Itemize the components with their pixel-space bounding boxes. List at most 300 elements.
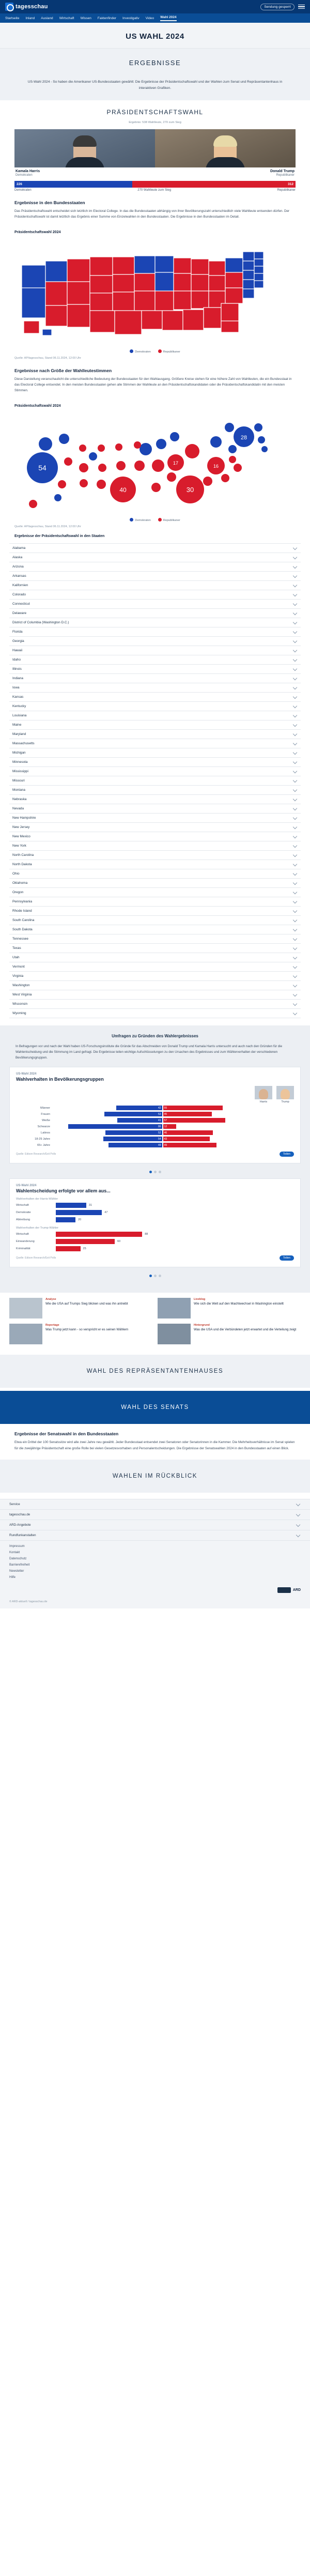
- head-trump-label: Trump: [281, 1100, 289, 1104]
- senate-band-title: WAHL DES SENATS: [121, 1404, 189, 1411]
- group-result-row: [16, 1143, 294, 1147]
- state-name: Delaware: [12, 611, 26, 615]
- chevron-down-icon: [293, 955, 297, 959]
- state-accordion-item[interactable]: [9, 925, 301, 934]
- chevron-down-icon: [296, 1502, 300, 1506]
- teaser-item[interactable]: [158, 1298, 301, 1318]
- footer-section-row[interactable]: [0, 1530, 310, 1541]
- candidate-trump[interactable]: [155, 129, 296, 180]
- footer-link[interactable]: Datenschutz: [9, 1557, 27, 1560]
- state-accordion-item[interactable]: [9, 590, 301, 600]
- polls-intro: In Befragungen vor und nach der Wahl haben US-Forschungsinstitute die Gründe für das Abschneiden von Donald Trump und Kamala Harris untersucht und auch nach den Gründen für die Wahlentscheidung und die Stimmung im Land gefragt. Die Ergebnisse teilen wichtige Aufschlüsselungen zu den Ursachen des Ergebnisses und zum Wählerverhalten der verschiedenen Bevölkerungsgruppen.: [16, 1044, 283, 1060]
- state-accordion-item[interactable]: [9, 581, 301, 590]
- card2-share-button[interactable]: Teilen: [280, 1255, 294, 1261]
- nav-item-faktenfinder[interactable]: Faktenfinder: [97, 16, 117, 20]
- reason-bar-row: [16, 1239, 294, 1244]
- state-name: North Dakota: [12, 862, 32, 866]
- state-accordion-item[interactable]: [9, 795, 301, 804]
- group-result-row: [16, 1137, 294, 1141]
- state-name: Georgia: [12, 639, 24, 643]
- group-label: Frauen: [41, 1112, 50, 1116]
- card1-rows: [16, 1106, 294, 1147]
- state-accordion-item[interactable]: [9, 609, 301, 618]
- bar-trump: 55: [163, 1106, 223, 1110]
- map-legend: [0, 347, 310, 355]
- state-accordion-item[interactable]: [9, 693, 301, 702]
- state-name: Rhode Island: [12, 909, 32, 913]
- brand-logo[interactable]: [5, 3, 48, 11]
- state-name: Texas: [12, 946, 21, 950]
- state-name: Indiana: [12, 676, 23, 680]
- ard-logo-icon: [277, 1587, 291, 1593]
- chevron-down-icon: [293, 555, 297, 559]
- group-bars: [52, 1143, 294, 1147]
- chevron-down-icon: [293, 871, 297, 876]
- reason-value: 60: [117, 1240, 121, 1244]
- state-name: Alaska: [12, 555, 23, 559]
- svg-text:28: 28: [240, 434, 247, 441]
- state-accordion-item[interactable]: [9, 711, 301, 720]
- nav-item-wissen[interactable]: Wissen: [80, 16, 91, 20]
- bubble-legend: [0, 515, 310, 523]
- state-accordion-item[interactable]: [9, 907, 301, 916]
- map-label-2: Präsidentschaftswahl 2024: [14, 404, 61, 408]
- chevron-down-icon: [293, 648, 297, 652]
- states-results-block: [0, 193, 310, 225]
- chevron-down-icon: [293, 574, 297, 578]
- chevron-down-icon: [296, 1512, 300, 1516]
- teaser-kicker: Liveblog: [194, 1298, 206, 1301]
- candidate-photo: [155, 129, 296, 167]
- state-accordion-item[interactable]: [9, 683, 301, 693]
- state-accordion-item[interactable]: [9, 804, 301, 814]
- nav-item-wahl-2024[interactable]: Wahl 2024: [160, 16, 177, 21]
- us-bubble-map[interactable]: [9, 412, 301, 515]
- state-name: Connecticut: [12, 602, 30, 606]
- chevron-down-icon: [293, 806, 297, 810]
- chevron-down-icon: [293, 937, 297, 941]
- state-accordion-item[interactable]: [9, 823, 301, 832]
- card1-share-button[interactable]: Teilen: [280, 1152, 294, 1157]
- reason-value: 88: [145, 1233, 148, 1236]
- state-name: New Mexico: [12, 834, 30, 838]
- legend-rep-2: Republikaner: [158, 518, 180, 522]
- teaser-title: Wie sich die Welt auf den Machtwechsel in Washington einstellt: [194, 1302, 284, 1306]
- us-choropleth-map[interactable]: [9, 238, 301, 347]
- state-accordion-item[interactable]: [9, 776, 301, 786]
- chevron-down-icon: [293, 667, 297, 671]
- state-accordion-item[interactable]: [9, 748, 301, 758]
- state-accordion-item[interactable]: [9, 665, 301, 674]
- footer-link[interactable]: Barrierefreiheit: [9, 1563, 30, 1567]
- state-name: Kansas: [12, 695, 24, 699]
- chevron-down-icon: [293, 788, 297, 792]
- legend-dem-2: Demokraten: [130, 518, 150, 522]
- chevron-down-icon: [293, 546, 297, 550]
- chevron-down-icon: [293, 611, 297, 615]
- poll-card-groups: [9, 1067, 301, 1163]
- presidential-subtitle: Ergebnis: 538 Wahlleute, 270 zum Sieg: [129, 121, 181, 125]
- state-name: Alabama: [12, 546, 26, 550]
- state-accordion-item[interactable]: [9, 981, 301, 990]
- electoral-bar-rep: 312: [132, 181, 296, 188]
- reason-bar: [56, 1239, 115, 1244]
- group-bars: [52, 1106, 294, 1110]
- bar-trump: 45: [163, 1112, 212, 1116]
- svg-text:16: 16: [213, 463, 219, 469]
- group-bars: [52, 1124, 294, 1129]
- group-result-row: [16, 1118, 294, 1123]
- footer-section-row[interactable]: [0, 1499, 310, 1510]
- group-label: Männer: [40, 1106, 50, 1110]
- footer-link[interactable]: Hilfe: [9, 1575, 16, 1579]
- state-name: Kalifornien: [12, 583, 28, 587]
- chevron-down-icon: [293, 676, 297, 680]
- state-name: Utah: [12, 955, 20, 959]
- hero: [0, 23, 310, 49]
- footer-section-row[interactable]: [0, 1520, 310, 1530]
- state-name: South Carolina: [12, 918, 35, 922]
- results-lead: US-Wahl 2024 - So haben die Amerikaner US-Bundesstaaten gewählt: Die Ergebnisse der Präsidentschaftswahl und der Wahlen zum Senat und Repräsentantenhaus in interaktiven Grafiken.: [0, 75, 310, 100]
- state-accordion-item[interactable]: [9, 674, 301, 683]
- state-name: Pennsylvania: [12, 899, 33, 903]
- nav-item-video[interactable]: Video: [145, 16, 154, 20]
- state-accordion-item[interactable]: [9, 916, 301, 925]
- copyright: © ARD-aktuell / tagesschau.de: [9, 1600, 48, 1603]
- state-accordion-item[interactable]: [9, 814, 301, 823]
- size-results-block: [0, 361, 310, 399]
- chevron-down-icon: [293, 769, 297, 773]
- brand-name: tagesschau: [16, 4, 48, 10]
- footer-bottom: [0, 1583, 310, 1600]
- chevron-down-icon: [293, 974, 297, 978]
- bar-trump: 57: [163, 1118, 225, 1123]
- senate-results-heading: Ergebnisse der Senatswahl in den Bundesstaaten: [14, 1431, 119, 1437]
- state-accordion-item[interactable]: [9, 879, 301, 888]
- svg-text:30: 30: [186, 485, 194, 494]
- electoral-bar-rep-label: Republikaner: [277, 189, 296, 192]
- state-accordion-item[interactable]: [9, 655, 301, 665]
- legend-rep: Republikaner: [158, 349, 180, 354]
- chevron-down-icon: [293, 881, 297, 885]
- state-name: Colorado: [12, 592, 26, 596]
- chevron-down-icon: [293, 816, 297, 820]
- electoral-bar-dem-label: Demokraten: [14, 189, 32, 192]
- top-bar-right: [260, 4, 305, 10]
- chevron-down-icon: [293, 657, 297, 662]
- reason-bar: [56, 1203, 86, 1208]
- poll-card-reasons: [9, 1178, 301, 1267]
- chevron-down-icon: [293, 825, 297, 829]
- chevron-down-icon: [293, 1002, 297, 1006]
- teaser-title: Was die USA und die Verbündeten jetzt erwartet und die Verteilung zeigt: [194, 1328, 297, 1332]
- bar-trump: 49: [163, 1143, 216, 1147]
- group-bars: [52, 1118, 294, 1123]
- reason-label: Abtreibung: [16, 1218, 30, 1222]
- carousel-dots-1[interactable]: [0, 1170, 310, 1178]
- state-accordion-item[interactable]: [9, 888, 301, 897]
- teaser-thumbnail: [9, 1324, 42, 1344]
- senate-band: [0, 1391, 310, 1424]
- state-name: Wisconsin: [12, 1002, 28, 1006]
- footer-section-label: Rundfunkanstalten: [9, 1533, 36, 1537]
- candidates: [0, 127, 310, 180]
- card2-title: Wahlentscheidung erfolgte vor allem aus...: [16, 1188, 111, 1194]
- state-accordion-item[interactable]: [9, 553, 301, 562]
- state-name: New Hampshire: [12, 816, 36, 820]
- state-name: Oklahoma: [12, 881, 28, 885]
- state-name: Louisiana: [12, 713, 27, 717]
- state-name: Mississippi: [12, 769, 28, 773]
- state-name: Montana: [12, 788, 25, 792]
- footer: [0, 1499, 310, 1608]
- card1-title: Wahlverhalten in Bevölkerungsgruppen: [16, 1077, 104, 1082]
- head-harris-label: Harris: [259, 1100, 268, 1104]
- group-bars: [52, 1130, 294, 1135]
- group-bars: [52, 1137, 294, 1141]
- footer-link[interactable]: Newsletter: [9, 1569, 24, 1573]
- candidate-name: Donald Trump: [270, 170, 295, 174]
- candidate-harris[interactable]: [14, 129, 155, 180]
- reason-label: Wirtschaft: [16, 1233, 29, 1236]
- footer-link[interactable]: Impressum: [9, 1544, 25, 1548]
- state-name: Oregon: [12, 890, 24, 894]
- state-accordion-item[interactable]: [9, 767, 301, 776]
- reason-label: Wirtschaft: [16, 1204, 29, 1207]
- senate-results-block: [0, 1424, 310, 1456]
- chevron-down-icon: [293, 620, 297, 624]
- chevron-down-icon: [293, 992, 297, 996]
- state-accordion-item[interactable]: [9, 860, 301, 869]
- svg-text:17: 17: [173, 460, 179, 466]
- state-name: Hawaii: [12, 648, 23, 652]
- candidate-photo: [14, 129, 155, 167]
- chevron-down-icon: [293, 918, 297, 922]
- state-name: Nevada: [12, 806, 24, 810]
- state-name: Maine: [12, 723, 22, 727]
- svg-text:54: 54: [38, 463, 47, 472]
- state-accordion-item[interactable]: [9, 720, 301, 730]
- state-name: Virginia: [12, 974, 24, 978]
- live-status-label: Sendung gesperrt: [264, 5, 291, 9]
- chevron-down-icon: [293, 695, 297, 699]
- group-label: 18-29 Jahre: [35, 1137, 50, 1141]
- teaser-grid: [0, 1293, 310, 1352]
- reason-label: Demokratie: [16, 1211, 31, 1215]
- footer-section-row[interactable]: [0, 1510, 310, 1520]
- house-band: [0, 1355, 310, 1388]
- footer-section-label: ARD-Angebote: [9, 1523, 31, 1527]
- teaser-kicker: Hintergrund: [194, 1324, 210, 1327]
- reason-bar-row: [16, 1203, 294, 1208]
- state-accordion-item[interactable]: [9, 1000, 301, 1009]
- state-accordion-item[interactable]: [9, 1009, 301, 1018]
- state-name: Washington: [12, 983, 30, 987]
- reason-bar: [56, 1246, 81, 1251]
- state-accordion-item[interactable]: [9, 730, 301, 739]
- ard-logo[interactable]: [277, 1587, 301, 1593]
- electoral-bar: [0, 180, 310, 193]
- state-accordion-item[interactable]: [9, 897, 301, 907]
- senate-results-text: Etwa ein Drittel der 100 Senatssitze wird alle zwei Jahre neu gewählt. Jeder Bundesstaat entsendet zwei Senatoren oder Senatorinnen in die Kammer. Die Mehrheitsverhältnisse im Senat spielen für die zweijährige Präsidentschaft eine große Rolle bei vielen Gesetzesvorhaben und Personalentscheidungen. Die Ergebnisse der Senatswahlen 2024 in den Bundesstaaten auf einen Blick.: [14, 1440, 295, 1450]
- card1-heads: [16, 1086, 294, 1103]
- top-bar: [0, 0, 310, 13]
- teaser-thumbnail: [158, 1324, 191, 1344]
- reason-bar-row: [16, 1246, 294, 1251]
- nav-item-startseite[interactable]: Startseite: [5, 16, 20, 20]
- bar-harris: 54: [103, 1137, 162, 1141]
- state-accordion-item[interactable]: [9, 990, 301, 1000]
- state-accordion-item[interactable]: [9, 627, 301, 637]
- state-accordion-item[interactable]: [9, 944, 301, 953]
- state-accordion-item[interactable]: [9, 953, 301, 962]
- chevron-down-icon: [293, 862, 297, 866]
- group-result-row: [16, 1130, 294, 1135]
- chevron-down-icon: [293, 602, 297, 606]
- retrospective-title: WAHLEN IM RÜCKBLICK: [112, 1473, 198, 1479]
- nav-item-investigativ[interactable]: Investigativ: [122, 16, 140, 20]
- state-name: Kentucky: [12, 704, 26, 708]
- svg-text:40: 40: [119, 486, 127, 494]
- state-accordion-item[interactable]: [9, 962, 301, 972]
- teaser-title: Wie die USA auf Trumps Sieg blicken und was ihn antreibt: [45, 1302, 128, 1306]
- state-accordion-item[interactable]: [9, 572, 301, 581]
- state-name: Minnesota: [12, 760, 28, 764]
- card1-kicker: US-Wahl 2024: [16, 1072, 37, 1076]
- states-results-text: Das Präsidentschaftswahl entscheidet sich letztlich im Electoral College. In das die Bundesstaaten abhängig von ihrer Bevölkerungszahl unterschiedlich viele Wahlleute entsenden dürfen. Der Präsidentschaftswahl ist damit letztlich das Ergebnis einer Summe von Einzelwahlen in den Bundesstaaten. Die Ergebnisse in den Bundesstaaten im Detail.: [14, 209, 290, 219]
- bar-harris: 53: [104, 1112, 162, 1116]
- footer-section-label: tagesschau.de: [9, 1512, 30, 1516]
- state-accordion-item[interactable]: [9, 544, 301, 553]
- group-label: Latinos: [40, 1131, 50, 1134]
- group-label: 65+ Jahre: [37, 1143, 50, 1147]
- state-accordion-item[interactable]: [9, 841, 301, 851]
- chevron-down-icon: [293, 946, 297, 950]
- live-status-badge[interactable]: [260, 4, 295, 10]
- results-band: [0, 49, 310, 75]
- states-accordion: [9, 543, 301, 1018]
- footer-sections: [0, 1499, 310, 1541]
- teaser-item[interactable]: [9, 1324, 152, 1344]
- card2-rows-harris: [16, 1203, 294, 1222]
- chevron-down-icon: [293, 964, 297, 969]
- electoral-bar-note: 270 Wahlleute zum Sieg: [137, 189, 172, 192]
- chevron-down-icon: [293, 834, 297, 838]
- state-accordion-item[interactable]: [9, 758, 301, 767]
- state-accordion-item[interactable]: [9, 637, 301, 646]
- group-result-row: [16, 1124, 294, 1129]
- chevron-down-icon: [293, 713, 297, 717]
- state-name: Vermont: [12, 964, 25, 969]
- chevron-down-icon: [293, 890, 297, 894]
- state-accordion-item[interactable]: [9, 832, 301, 841]
- card2-rows-trump: [16, 1232, 294, 1251]
- state-accordion-item[interactable]: [9, 934, 301, 944]
- state-accordion-item[interactable]: [9, 618, 301, 627]
- nav-item-inland[interactable]: Inland: [25, 16, 35, 20]
- bar-harris: 86: [68, 1124, 162, 1129]
- carousel-dots-2[interactable]: [0, 1274, 310, 1282]
- nav-item-wirtschaft[interactable]: Wirtschaft: [59, 16, 74, 20]
- state-accordion-item[interactable]: [9, 562, 301, 572]
- teaser-thumbnail: [158, 1298, 191, 1318]
- state-accordion-item[interactable]: [9, 869, 301, 879]
- page-title: US WAHL 2024: [126, 32, 184, 41]
- state-accordion-item[interactable]: [9, 600, 301, 609]
- bar-harris: 52: [105, 1130, 162, 1135]
- group-bars: [52, 1112, 294, 1116]
- chevron-down-icon: [293, 760, 297, 764]
- teaser-item[interactable]: [9, 1298, 152, 1318]
- state-name: Missouri: [12, 778, 25, 783]
- reason-bar: [56, 1217, 75, 1222]
- state-accordion-item[interactable]: [9, 646, 301, 655]
- reason-label: Einwanderung: [16, 1240, 35, 1244]
- size-results-text: Diese Darstellung veranschaulicht die unterschiedliche Bedeutung der Bundesstaaten für den Wahlausgang. Größere Kreise stehen für eine höhere Zahl von Wahlleuten, die ein Bundesstaat in das Electoral College entsendet. In den meisten Bundesstaaten gehen alle Stimmen der Wahlleute an den Präsidentschaftskandidaten oder die Präsidentschaftskandidatin mit den meisten Stimmen.: [14, 377, 292, 393]
- group-result-row: [16, 1112, 294, 1116]
- chevron-down-icon: [293, 797, 297, 801]
- reason-value: 25: [83, 1247, 86, 1251]
- chevron-down-icon: [293, 983, 297, 987]
- state-name: District of Columbia (Washington D.C.): [12, 620, 69, 624]
- card2-kicker: US-Wahl 2024: [16, 1184, 37, 1188]
- chevron-down-icon: [293, 741, 297, 745]
- reason-value: 31: [88, 1204, 92, 1207]
- bar-trump: 12: [163, 1124, 176, 1129]
- state-accordion-item[interactable]: [9, 702, 301, 711]
- chevron-down-icon: [293, 732, 297, 736]
- ard-label: ARD: [292, 1588, 301, 1592]
- group-label: Weiße: [41, 1118, 50, 1122]
- state-name: New Jersey: [12, 825, 30, 829]
- bar-harris: 42: [116, 1106, 162, 1110]
- state-accordion-item[interactable]: [9, 786, 301, 795]
- state-name: Nebraska: [12, 797, 27, 801]
- tagesschau-logo-icon: [5, 3, 13, 11]
- state-name: Iowa: [12, 685, 20, 689]
- size-results-heading: Ergebnisse nach Größe der Wahlleutestimmen: [14, 367, 112, 373]
- footer-section-label: Service: [9, 1502, 20, 1506]
- state-name: Florida: [12, 630, 23, 634]
- footer-link[interactable]: Kontakt: [9, 1551, 20, 1554]
- state-name: South Dakota: [12, 927, 33, 931]
- legend-dem: Demokraten: [130, 349, 150, 354]
- nav-item-ausland[interactable]: Ausland: [41, 16, 53, 20]
- house-band-title: WAHL DES REPRÄSENTANTENHAUSES: [86, 1368, 224, 1375]
- reason-bar-row: [16, 1210, 294, 1215]
- group-result-row: [16, 1106, 294, 1110]
- map-caption-2: Quelle: AP/tagesschau, Stand 06.11.2024, 12:00 Uhr: [14, 525, 81, 528]
- map-label-1: Präsidentschaftswahl 2024: [14, 230, 61, 234]
- state-name: Ohio: [12, 871, 20, 876]
- reason-value: 20: [78, 1218, 82, 1222]
- candidate-party: Republikaner: [276, 174, 295, 177]
- state-accordion-item[interactable]: [9, 972, 301, 981]
- reason-bar: [56, 1232, 142, 1237]
- reason-bar-row: [16, 1217, 294, 1222]
- state-accordion-item[interactable]: [9, 739, 301, 748]
- chevron-down-icon: [293, 704, 297, 708]
- bar-trump: 43: [163, 1137, 210, 1141]
- state-accordion-item[interactable]: [9, 851, 301, 860]
- state-name: Illinois: [12, 667, 22, 671]
- state-name: North Carolina: [12, 853, 34, 857]
- polls-title: Umfragen zu Gründen des Wahlergebnisses: [112, 1033, 198, 1038]
- candidate-name: Kamala Harris: [16, 170, 40, 174]
- teaser-item[interactable]: [158, 1324, 301, 1344]
- menu-icon[interactable]: [298, 5, 305, 9]
- reason-label: Kriminalität: [16, 1247, 30, 1251]
